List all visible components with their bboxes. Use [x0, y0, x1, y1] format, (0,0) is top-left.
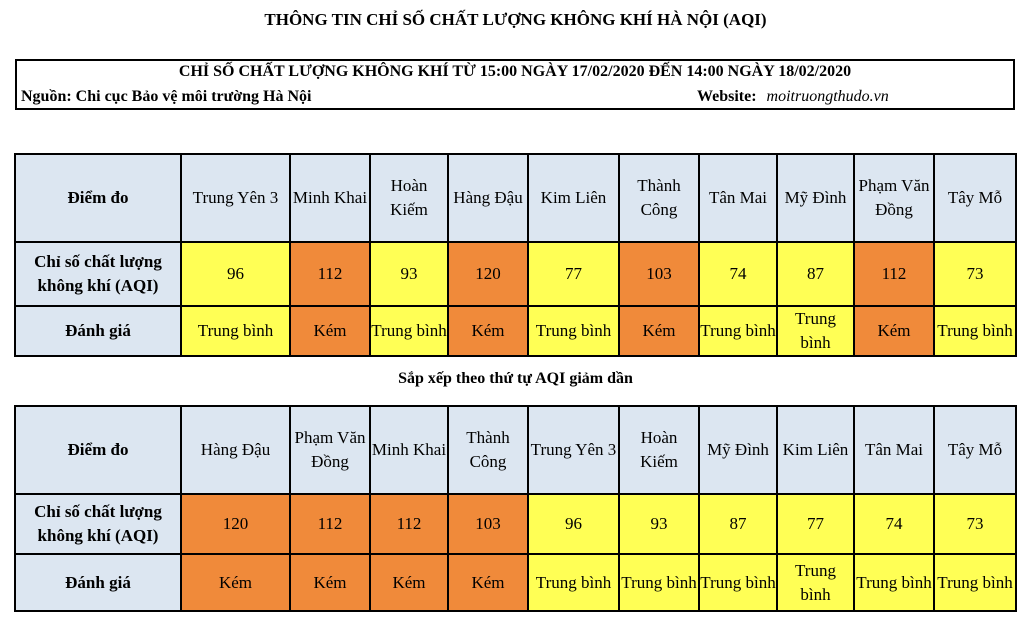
- rating-cell: Kém: [290, 554, 370, 611]
- aqi-cell: 93: [619, 494, 699, 554]
- aqi-cell: 73: [934, 242, 1016, 306]
- website-url[interactable]: moitruongthudo.vn: [766, 88, 889, 105]
- rating-cell: Trung bình: [370, 306, 448, 356]
- aqi-cell: 112: [290, 494, 370, 554]
- source-text: Nguồn: Chi cục Bảo vệ môi trường Hà Nội: [21, 88, 312, 105]
- rating-row: [15, 554, 1016, 611]
- station-cell: Kim Liên: [777, 406, 854, 494]
- rating-cell: Kém: [181, 554, 290, 611]
- station-cell: Mỹ Đình: [699, 406, 777, 494]
- rating-cell: Trung bình: [777, 554, 854, 611]
- station-cell: Hàng Đậu: [448, 154, 528, 242]
- station-cell: Thành Công: [448, 406, 528, 494]
- row-label-station: Điểm đo: [15, 154, 181, 242]
- aqi-cell: 112: [370, 494, 448, 554]
- station-cell: Hoàn Kiếm: [619, 406, 699, 494]
- rating-cell: Trung bình: [699, 554, 777, 611]
- aqi-cell: 87: [699, 494, 777, 554]
- aqi-row: [15, 242, 1016, 306]
- aqi-cell: 93: [370, 242, 448, 306]
- rating-cell: Trung bình: [528, 554, 619, 611]
- row-label-rating: Đánh giá: [15, 306, 181, 356]
- aqi-cell: 96: [528, 494, 619, 554]
- period-text: CHỈ SỐ CHẤT LƯỢNG KHÔNG KHÍ TỪ 15:00 NGÀY 17/02/2020 ĐẾN 14:00 NGÀY 18/02/2020: [178, 63, 852, 80]
- rating-row: [15, 306, 1016, 356]
- station-cell: Tân Mai: [699, 154, 777, 242]
- station-cell: Mỹ Đình: [777, 154, 854, 242]
- sorted-subtitle: Sắp xếp theo thứ tự AQI giảm dần: [398, 370, 633, 387]
- aqi-cell: 77: [528, 242, 619, 306]
- page-title: THÔNG TIN CHỈ SỐ CHẤT LƯỢNG KHÔNG KHÍ HÀ NỘI (AQI): [264, 10, 767, 29]
- rating-cell: Trung bình: [528, 306, 619, 356]
- aqi-cell: 96: [181, 242, 290, 306]
- aqi-cell: 120: [181, 494, 290, 554]
- station-cell: Phạm Văn Đồng: [854, 154, 934, 242]
- rating-cell: Trung bình: [934, 554, 1016, 611]
- station-cell: Minh Khai: [290, 154, 370, 242]
- station-cell: Thành Công: [619, 154, 699, 242]
- station-cell: Tây Mỗ: [934, 406, 1016, 494]
- station-cell: Kim Liên: [528, 154, 619, 242]
- aqi-cell: 74: [699, 242, 777, 306]
- aqi-cell: 103: [448, 494, 528, 554]
- aqi-cell: 103: [619, 242, 699, 306]
- rating-cell: Trung bình: [181, 306, 290, 356]
- aqi-cell: 73: [934, 494, 1016, 554]
- station-cell: Tây Mỗ: [934, 154, 1016, 242]
- rating-cell: Kém: [370, 554, 448, 611]
- aqi-table-by-station: [14, 153, 1017, 357]
- aqi-row: [15, 494, 1016, 554]
- rating-cell: Kém: [854, 306, 934, 356]
- aqi-cell: 87: [777, 242, 854, 306]
- station-row: [15, 406, 1016, 494]
- station-cell: Hàng Đậu: [181, 406, 290, 494]
- rating-cell: Kém: [448, 554, 528, 611]
- row-label-station: Điểm đo: [15, 406, 181, 494]
- rating-cell: Trung bình: [619, 554, 699, 611]
- aqi-cell: 112: [854, 242, 934, 306]
- station-cell: Tân Mai: [854, 406, 934, 494]
- station-row: [15, 154, 1016, 242]
- aqi-cell: 112: [290, 242, 370, 306]
- rating-cell: Trung bình: [854, 554, 934, 611]
- rating-cell: Trung bình: [777, 306, 854, 356]
- row-label-aqi: Chỉ số chất lượng không khí (AQI): [15, 242, 181, 306]
- aqi-cell: 77: [777, 494, 854, 554]
- station-cell: Trung Yên 3: [528, 406, 619, 494]
- row-label-rating: Đánh giá: [15, 554, 181, 611]
- station-cell: Trung Yên 3: [181, 154, 290, 242]
- rating-cell: Kém: [448, 306, 528, 356]
- station-cell: Minh Khai: [370, 406, 448, 494]
- rating-cell: Trung bình: [699, 306, 777, 356]
- rating-cell: Kém: [290, 306, 370, 356]
- info-box: [15, 59, 1015, 110]
- station-cell: Phạm Văn Đồng: [290, 406, 370, 494]
- station-cell: Hoàn Kiếm: [370, 154, 448, 242]
- row-label-aqi: Chỉ số chất lượng không khí (AQI): [15, 494, 181, 554]
- rating-cell: Trung bình: [934, 306, 1016, 356]
- aqi-cell: 120: [448, 242, 528, 306]
- website-label: Website:: [697, 88, 757, 105]
- aqi-table-sorted: [14, 405, 1017, 612]
- aqi-cell: 74: [854, 494, 934, 554]
- rating-cell: Kém: [619, 306, 699, 356]
- website-info: [697, 88, 889, 106]
